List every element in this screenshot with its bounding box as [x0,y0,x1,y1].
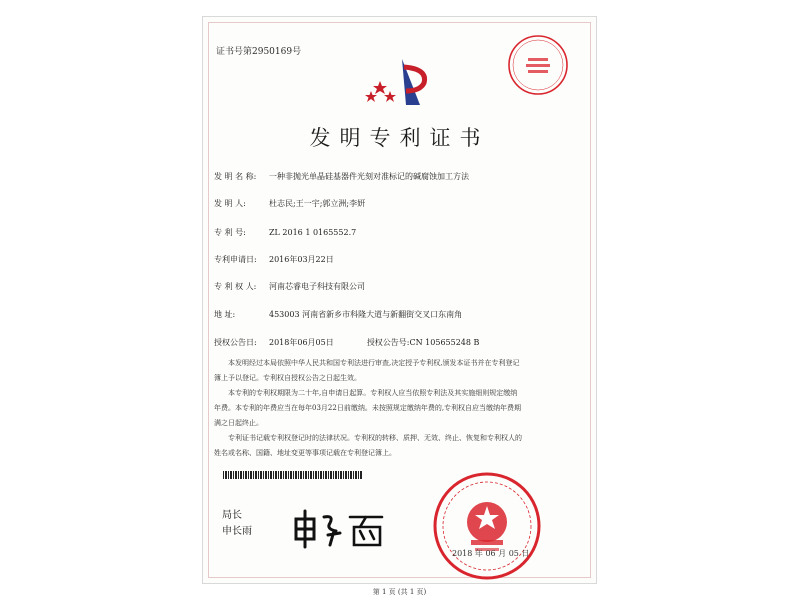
patent-logo-icon [358,55,453,115]
issue-date: 2018 年 06 月 05 日 [452,549,530,558]
paragraph-term: 本专利的专利权期限为二十年,自申请日起算。专利权人应当依照专利法及其实施细则规定缴纳年费。本专利的年费应当在每年03月22日前缴纳。未按照规定缴纳年费的,专利权自应当缴纳年费期满之日起终止。 [214,389,522,427]
field-application-date [214,254,334,265]
page-number: 第 1 页 (共 1 页) [372,588,427,596]
field-value: CN 105655248 B [409,338,480,347]
field-patentee [214,281,365,292]
director-name: 申长雨 [222,526,252,537]
field-label: 专 利 号: [214,228,246,237]
field-label: 授权公告号: [366,338,410,347]
field-value: 一种非抛光单晶硅基器件光刻对准标记的碱腐蚀加工方法 [269,172,469,181]
field-inventors [214,198,365,209]
field-grant-date [214,337,479,348]
office-seal-icon [431,470,543,582]
field-label: 发 明 名 称: [214,172,257,181]
top-seal-icon [506,33,570,97]
barcode-icon [223,471,363,479]
field-label: 专利申请日: [214,255,257,264]
field-value: 453003 河南省新乡市科隆大道与新翻街交叉口东南角 [269,310,463,319]
signature-icon [290,509,390,549]
field-value: 2016年03月22日 [269,255,334,264]
field-value: ZL 2016 1 0165552.7 [269,228,357,237]
director-title: 局长 [222,510,242,521]
field-label: 授权公告日: [214,338,257,347]
paragraph-register: 专利证书记载专利权登记时的法律状况。专利权的转移、质押、无效、终止、恢复和专利权人的姓名或名称、国籍、地址变更等事项记载在专利登记簿上。 [214,434,522,457]
field-patent-number [214,227,356,238]
field-value: 河南芯睿电子科技有限公司 [269,282,365,291]
field-label: 发 明 人: [214,199,246,208]
paragraph-grant: 本发明经过本局依照中华人民共和国专利法进行审查,决定授予专利权,颁发本证书并在专利登记簿上予以登记。专利权自授权公告之日起生效。 [214,359,520,382]
field-label: 专 利 权 人: [214,282,257,291]
patent-certificate [203,17,596,596]
field-address [214,309,462,320]
field-value: 杜志民;王一宇;郭立洲;李妍 [269,199,366,208]
field-value: 2018年06月05日 [269,338,334,347]
certificate-number: 证书号第2950169号 [216,47,302,57]
field-invention-name [214,171,469,182]
certificate-title: 发明专利证书 [309,126,490,150]
field-label: 地 址: [214,310,236,319]
